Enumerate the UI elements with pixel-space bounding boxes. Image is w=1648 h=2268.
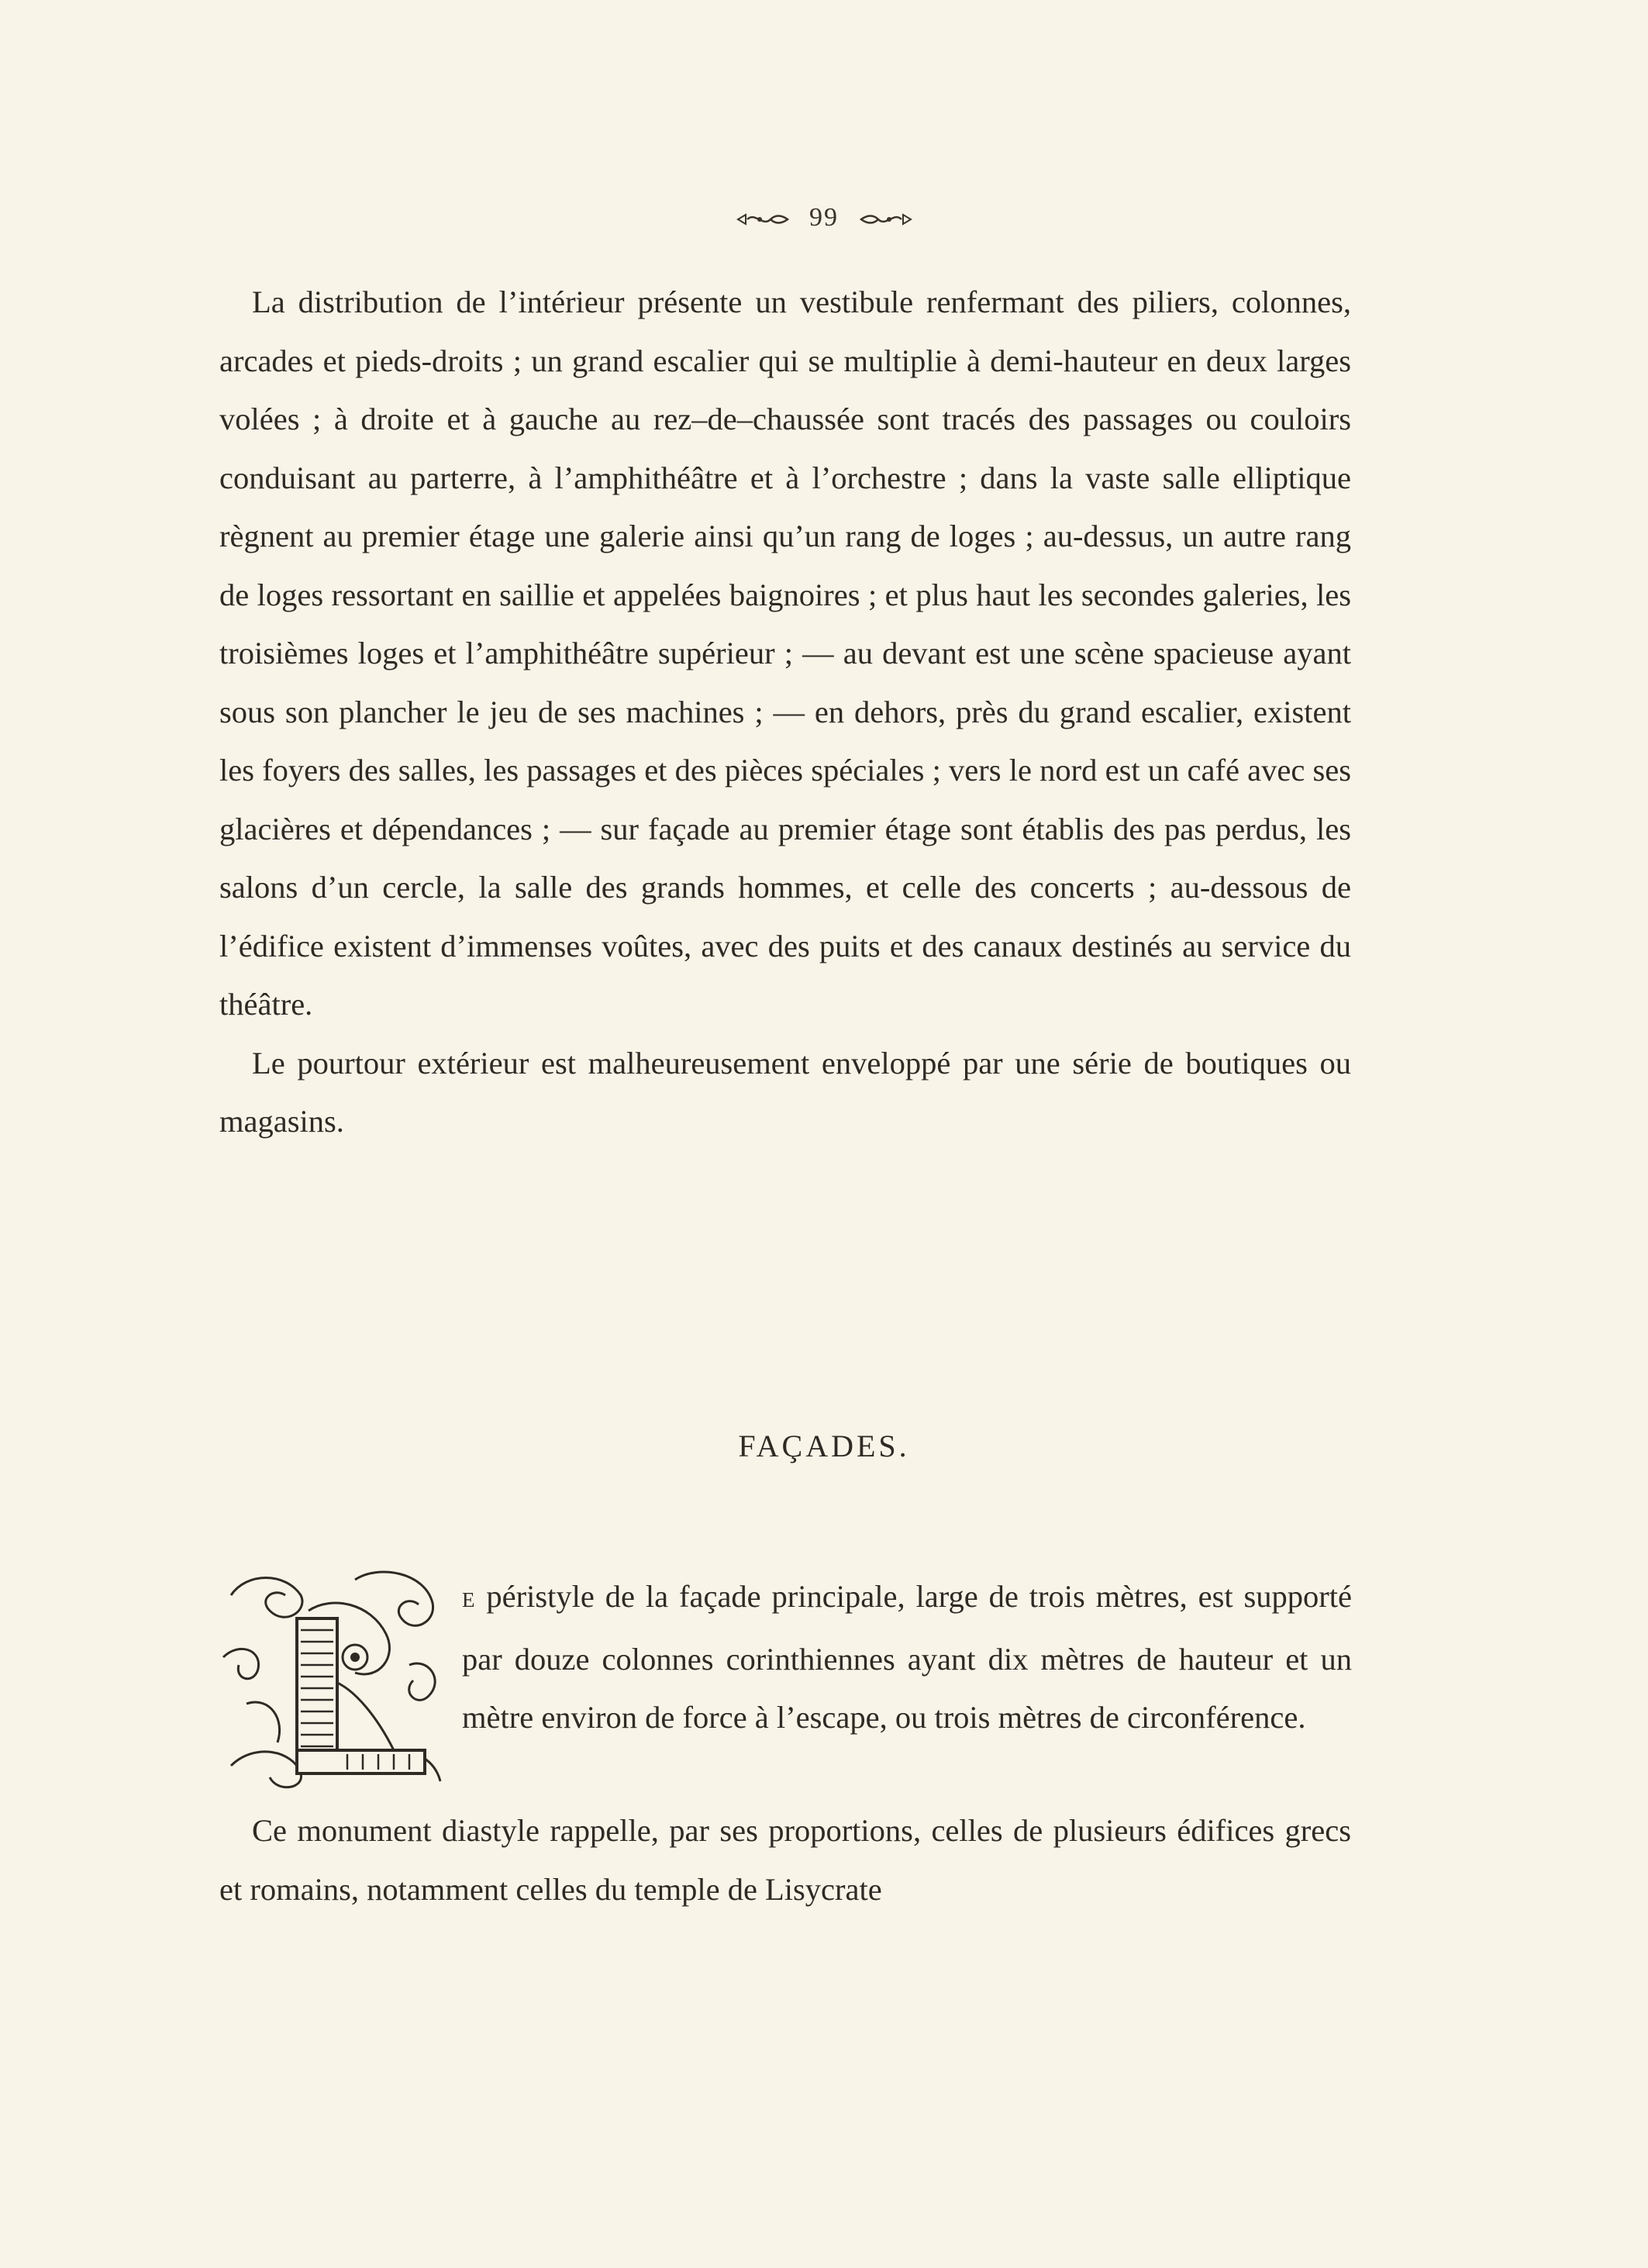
left-ornament-icon	[736, 210, 791, 229]
paragraph-pourtour: Le pourtour extérieur est malheureusement enveloppé par une série de boutiques ou magasins.	[219, 1045, 1351, 1139]
page-number: 99	[809, 203, 839, 232]
page-header	[0, 203, 1648, 233]
body-text-top	[219, 273, 1351, 1151]
dropcap-paragraph	[462, 1567, 1352, 1747]
dropcap-lead-letter: E	[462, 1588, 476, 1611]
body-text-bottom	[219, 1801, 1351, 1918]
section-title: FAÇADES.	[738, 1429, 910, 1463]
dropcap-paragraph-text: péristyle de la façade principale, large de trois mètres, est supporté par douze colonnes corinthiennes ayant dix mètres de hauteur et un mètre environ de force à l’escape, ou trois mètres de circonférence.	[462, 1579, 1352, 1735]
paragraph-distribution: La distribution de l’intérieur présente un vestibule renfermant des piliers, colonnes, arcades et pieds-droits ; un grand escalier qui se multiplie à demi-hauteur en deux larges volées ; à droite et à gauche au rez–de–chaussée sont tracés des passages ou couloirs conduisant au parterre, à l’amphithéâtre et à l’orchestre ; dans la vaste salle elliptique règnent au premier étage une galerie ainsi qu’un rang de loges ; au-dessus, un autre rang de loges ressortant en saillie et appelées baignoires ; et plus haut les secondes galeries, les troisièmes loges et l’amphithéâtre supérieur ; — au devant est une scène spacieuse ayant sous son plancher le jeu de ses machines ; — en dehors, près du grand escalier, existent les foyers des salles, les passages et des pièces spéciales ; vers le nord est un café avec ses glacières et dépendances ; — sur façade au premier étage sont établis des pas perdus, les salons d’un cercle, la salle des grands hommes, et celle des concerts ; au-dessous de l’édifice existent d’immenses voûtes, avec des puits et des canaux destinés au service du théâtre.	[219, 284, 1351, 1022]
ornate-drop-cap	[215, 1564, 448, 1797]
paragraph-diastyle: Ce monument diastyle rappelle, par ses proportions, celles de plusieurs édifices grecs et romains, notamment celles du temple de Lisycrate	[219, 1813, 1351, 1907]
right-ornament-icon	[858, 210, 912, 229]
